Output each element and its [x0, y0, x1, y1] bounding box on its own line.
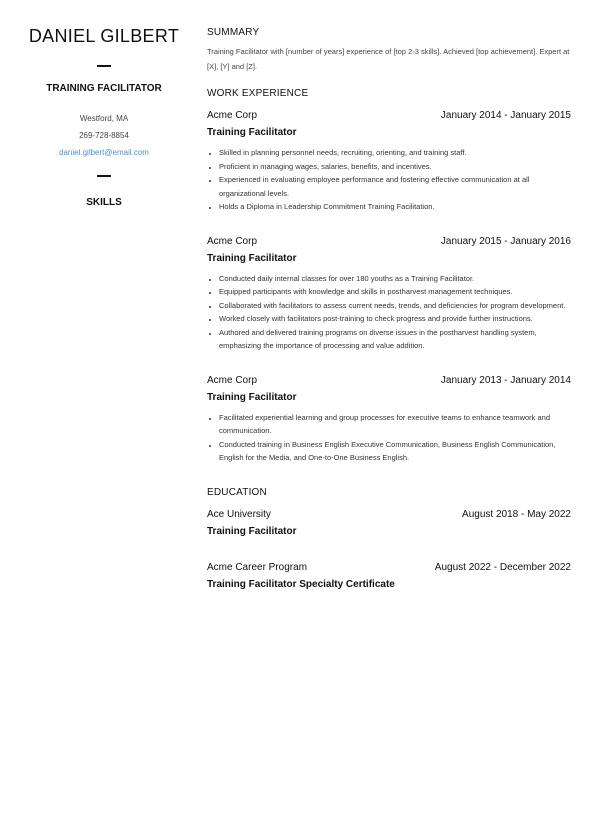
list-item: • Collaborated with facilitators to assess current needs, trends, and deficiencies for program development. — [219, 299, 571, 313]
sidebar — [24, 24, 184, 208]
school-name: Acme Career Program — [207, 561, 308, 573]
job-dates: January 2015 - January 2016 — [440, 235, 571, 247]
job-bullets — [207, 272, 571, 353]
summary-text: Training Facilitator with [number of years] experience of [top 2-3 skills]. Achieved [top achievement]. Expert at [X], [Y] and [Z]. — [207, 47, 570, 71]
job-entry — [207, 110, 571, 214]
education-dates: August 2022 - December 2022 — [434, 561, 571, 573]
job-role: Training Facilitator — [207, 252, 297, 264]
divider — [97, 65, 111, 67]
email-link[interactable]: daniel.gilbert@email.com — [59, 148, 149, 157]
list-item: • Holds a Diploma in Leadership Commitment Training Facilitation. — [219, 200, 571, 214]
company-name: Acme Corp — [207, 374, 258, 386]
school-name: Ace University — [207, 508, 271, 520]
divider — [97, 175, 111, 177]
job-dates: January 2013 - January 2014 — [440, 374, 571, 386]
list-item: • Authored and delivered training programs on diverse issues in the postharvest handling system, emphasizing the importance of processing and value addition. — [219, 326, 571, 353]
list-item: • Facilitated experiential learning and group processes for executive teams to enhance teamwork and communication. — [219, 411, 571, 438]
company-name: Acme Corp — [207, 110, 258, 121]
location: Westford, MA — [79, 114, 129, 123]
section-heading: EDUCATION — [207, 486, 267, 498]
education-header — [207, 562, 571, 573]
company-name: Acme Corp — [207, 235, 258, 247]
main-content — [207, 27, 571, 590]
candidate-title: TRAINING FACILITATOR — [46, 83, 162, 94]
summary-section — [207, 27, 571, 74]
job-role: Training Facilitator — [207, 391, 297, 403]
education-dates: August 2018 - May 2022 — [462, 508, 571, 520]
contact-block — [24, 110, 184, 161]
list-item: • Conducted daily internal classes for over 180 youths as a Training Facilitator. — [219, 272, 571, 286]
job-header — [207, 236, 571, 247]
list-item: • Worked closely with facilitators post-training to check progress and provide further instructions. — [219, 312, 571, 326]
section-heading: SUMMARY — [207, 27, 260, 38]
list-item: • Skilled in planning personnel needs, recruiting, orienting, and training staff. — [219, 146, 571, 160]
list-item: • Proficient in managing wages, salaries, benefits, and incentives. — [219, 160, 571, 174]
candidate-name: DANIEL GILBERT — [28, 26, 180, 46]
job-entry — [207, 375, 571, 465]
phone: 269-728-8854 — [79, 131, 129, 140]
list-item: • Conducted training in Business English Executive Communication, Business English Communication, English for the Media, and One-to-One Business English. — [219, 438, 571, 465]
education-section — [207, 487, 571, 590]
job-header — [207, 375, 571, 386]
list-item: • Equipped participants with knowledge and skills in postharvest management techniques. — [219, 285, 571, 299]
education-entry — [207, 509, 571, 537]
list-item: • Experienced in evaluating employee performance and fostering effective communication at all organizational levels. — [219, 173, 571, 200]
education-entry — [207, 562, 571, 590]
job-header — [207, 110, 571, 121]
job-role: Training Facilitator — [207, 127, 297, 138]
education-header — [207, 509, 571, 520]
job-bullets — [207, 411, 571, 465]
work-section — [207, 88, 571, 465]
skills-heading: SKILLS — [86, 197, 122, 208]
job-bullets — [207, 146, 571, 214]
job-entry — [207, 236, 571, 353]
degree: Training Facilitator Specialty Certificate — [207, 578, 395, 590]
job-dates: January 2014 - January 2015 — [440, 110, 571, 121]
degree: Training Facilitator — [207, 525, 297, 537]
section-heading: WORK EXPERIENCE — [207, 88, 309, 99]
